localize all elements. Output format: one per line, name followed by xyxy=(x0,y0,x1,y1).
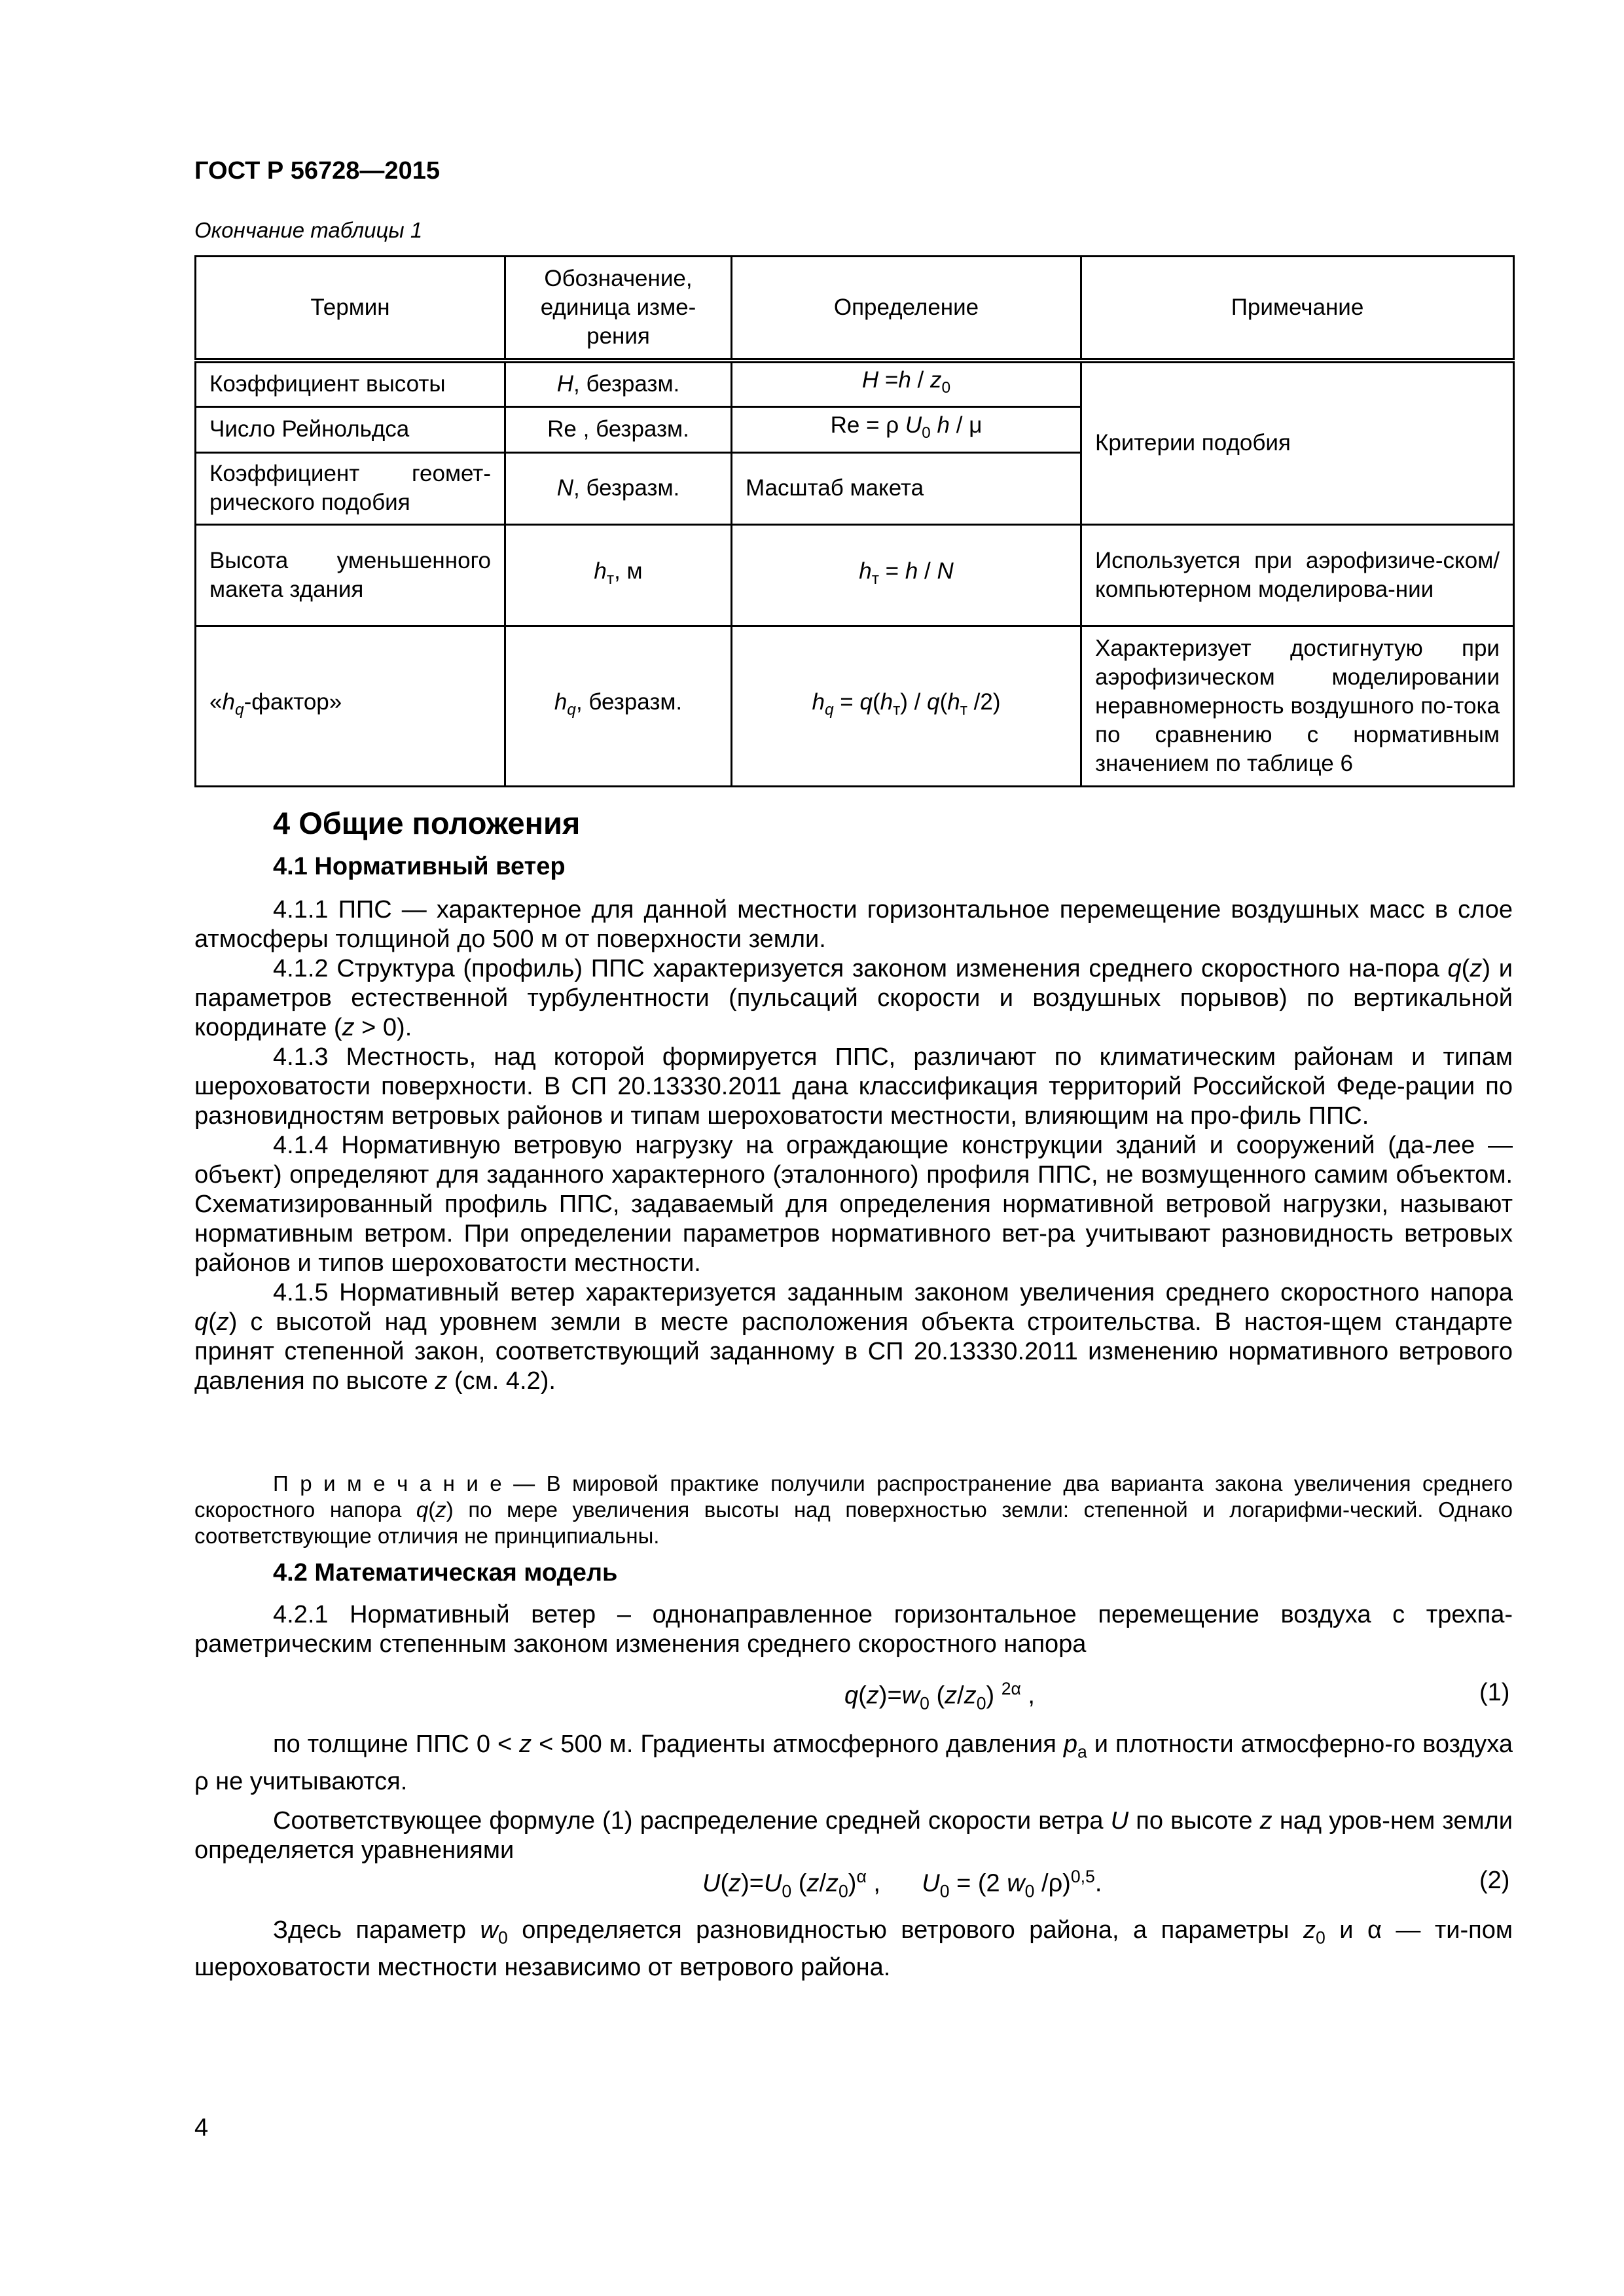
cell-merged-note: Критерии подобия xyxy=(1081,361,1514,524)
terms-table xyxy=(194,255,1515,787)
cell-symbol: $h_т$, м xyxy=(505,524,732,626)
section-title: 4 Общие положения xyxy=(273,806,581,840)
page-number: 4 xyxy=(194,2114,209,2142)
cell-note: Характеризует достигнутую при аэрофизическом моделировании неравномерность воздушного по-тока по сравнению с нормативным значением по таблице 6 xyxy=(1081,626,1514,786)
cell-definition: Масштаб макета xyxy=(732,452,1081,524)
document-number: ГОСТ Р 56728—2015 xyxy=(194,157,440,185)
paragraph-4-1-2: 4.1.2 Структура (профиль) ППС характеризуется законом изменения среднего скоростного на-пора q(z) и параметров естественной турбулентности (пульсаций скорости и воздушных порывов) по вертикальной координате (z > 0). xyxy=(194,955,1513,1041)
paragraph-4-1-3: 4.1.3 Местность, над которой формируется ППС, различают по климатическим районам и типам шероховатости поверхности. В СП 20.13330.2011 дана классификация территорий Российской Феде-рации по разновидностям ветровых районов и типам шероховатости местности, влияющим на про-филь ППС. xyxy=(194,1043,1513,1130)
cell-term: Высота уменьшенного макета здания xyxy=(196,524,505,626)
paragraph-last: Здесь параметр $w_0$ определяется разновидностью ветрового района, а параметры $z_0$ и α — ти-пом шероховатости местности независимо от ветрового района. xyxy=(194,1916,1513,1981)
table-caption: Окончание таблицы 1 xyxy=(194,218,423,242)
cell-term: «$h_q$-фактор» xyxy=(196,626,505,786)
table-row xyxy=(196,361,1514,406)
cell-term: Коэффициент высоты xyxy=(196,361,505,406)
paragraph-4-1-1: 4.1.1 ППС — характерное для данной местности горизонтальное перемещение воздушных масс в слое атмосферы толщиной до 500 м от поверхности земли. xyxy=(194,896,1513,953)
col-header-note: Примечание xyxy=(1081,257,1514,361)
cell-definition: $h_q = q(h_т) / q(h_т$ /2) xyxy=(732,626,1081,786)
formula-2-number: (2) xyxy=(1479,1867,1510,1894)
cell-definition: $H =h / z_0$ xyxy=(732,361,1081,406)
section-4-1-body xyxy=(194,895,1513,1396)
note-label: П р и м е ч а н и е xyxy=(273,1471,502,1496)
formula-1: $q(z)=w_0$ $(z/z_0)$ $^{2\alpha}$ , xyxy=(844,1679,1035,1713)
col-header-symbol: Обозначение, единица изме-рения xyxy=(505,257,732,361)
cell-term: Коэффициент геомет-рического подобия xyxy=(196,452,505,524)
paragraph-4-1-5: 4.1.5 Нормативный ветер характеризуется заданным законом увеличения среднего скоростного напора q(z) с высотой над уровнем земли в месте расположения объекта строительства. В настоя-щем стандарте принят степенной закон, соответствующий заданному в СП 20.13330.2011 изменению нормативного ветрового давления по высоте z (см. 4.2). xyxy=(194,1279,1513,1395)
paragraph-after-formula-1: по толщине ППС 0 < z < 500 м. Градиенты атмосферного давления $p_a$ и плотности атмосферно-го воздуха ρ не учитываются. Соответствующее формуле (1) распределение средней скорости ветра U по высоте z над уров-нем земли определяется уравнениями xyxy=(194,1731,1513,1864)
cell-definition: $h_т = h / N$ xyxy=(732,524,1081,626)
cell-symbol: Re , безразм. xyxy=(505,406,732,452)
cell-note: Используется при аэрофизиче-ском/компьютерном моделирова-нии xyxy=(1081,524,1514,626)
note-text-rendered: — В мировой практике получили распространение два варианта закона увеличения среднего скоростного напора q(z) по мере увеличения высоты над поверхностью земли: степенной и логарифми-ческий. Однако соответствующие отличия не принципиальны. xyxy=(194,1471,1513,1548)
col-header-definition: Определение xyxy=(732,257,1081,361)
table-row xyxy=(196,524,1514,626)
formula-2: $U(z)=U_0$ $(z/z_0)^\alpha$ , $U_0 = (2$ $w_0$ /ρ)$^{0,5}$. xyxy=(702,1867,1102,1901)
formula-1-number: (1) xyxy=(1479,1679,1510,1706)
cell-term: Число Рейнольдса xyxy=(196,406,505,452)
cell-symbol: H, безразм. xyxy=(505,361,732,406)
table-header-row xyxy=(196,257,1514,361)
subsection-title-4-2: 4.2 Математическая модель xyxy=(273,1559,618,1587)
table-row xyxy=(196,626,1514,786)
paragraph-4-2-1 xyxy=(194,1600,1513,1659)
cell-symbol: $h_q$, безразм. xyxy=(505,626,732,786)
cell-definition: Re = ρ $U_0$ h / μ xyxy=(732,406,1081,452)
cell-symbol: N, безразм. xyxy=(505,452,732,524)
subsection-title-4-1: 4.1 Нормативный ветер xyxy=(273,853,566,880)
col-header-term: Термин xyxy=(196,257,505,361)
p421-text: 4.2.1 Нормативный ветер – однонаправленное горизонтальное перемещение воздуха с трехпа-раметрическим степенным законом изменения среднего скоростного напора xyxy=(194,1601,1513,1658)
note-block xyxy=(194,1471,1513,1549)
paragraph-4-1-4: 4.1.4 Нормативную ветровую нагрузку на ограждающие конструкции зданий и сооружений (да-лее — объект) определяют для заданного характерного (эталонного) профиля ППС, не возмущенного самим объектом. Схематизированный профиль ППС, задаваемый для определения нормативной ветровой нагрузки, называют нормативным ветром. При определении параметров нормативного вет-ра учитывают разновидность ветровых районов и типов шероховатости местности. xyxy=(194,1132,1513,1277)
